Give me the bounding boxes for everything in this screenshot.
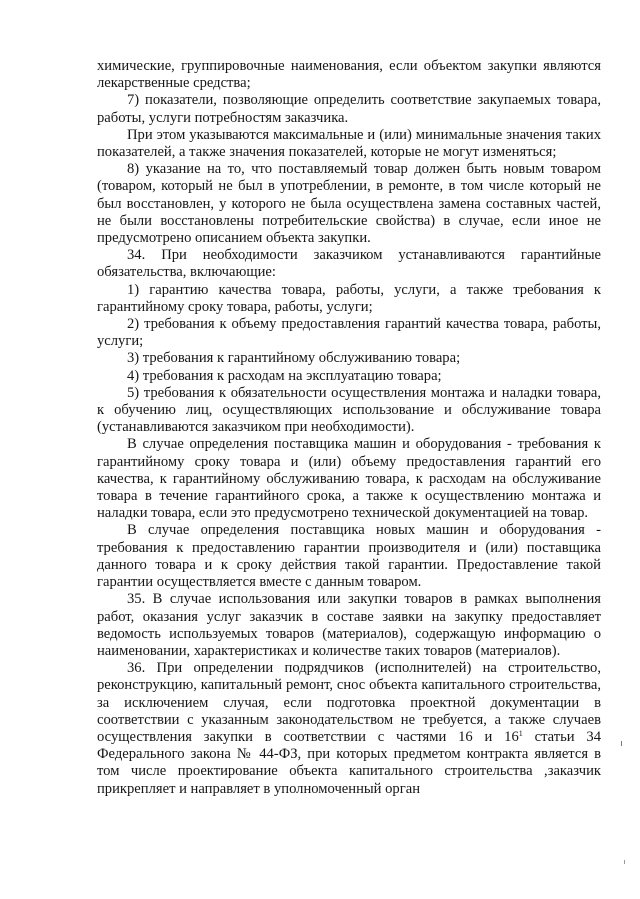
document-text (97, 58, 601, 798)
paragraph-34-item-2: 2) требования к объему предоставления гарантий качества товара, работы, услуги; (97, 316, 601, 350)
paragraph-34-item-3: 3) требования к гарантийному обслуживанию товара; (127, 350, 461, 367)
paragraph-item-7: 7) показатели, позволяющие определить соответствие закупаемых товара, работы, услуги потребностям заказчика. (97, 92, 601, 126)
paragraph-35: 35. В случае использования или закупки товаров в рамках выполнения работ, оказания услуг заказчик в составе заявки на закупку предоставляет ведомость используемых товаров (материалов), содержащую информацию о наименовании, характеристиках и количестве таких товаров (материалов). (97, 591, 601, 659)
paragraph-36-text-end: статьи 34 Федерального закона № 44-ФЗ, при которых предметом контракта является в том числе проектирование объекта капитального строительства ,заказчик прикрепляет и направляет в уполномоченный орган (97, 728, 601, 797)
paragraph-34: 34. При необходимости заказчиком устанавливаются гарантийные обязательства, включающие: (97, 247, 601, 281)
paragraph-34-item-1: 1) гарантию качества товара, работы, услуги, а также требования к гарантийному сроку товара, работы, услуги; (97, 281, 601, 315)
paragraph-item-8: 8) указание на то, что поставляемый товар должен быть новым товаром (товаром, который не был в употреблении, в ремонте, в том числе который не был восстановлен, у которого не была осуществлена замена составных частей, не были восстановлены потребительские свойства) в случае, если иное не предусмотрено описанием объекта закупки. (97, 161, 601, 247)
paragraph-machines-equipment: В случае определения поставщика машин и оборудования - требования к гарантийному сроку товара и (или) объему предоставления гарантий его качества, к гарантийному обслуживанию товара, к расходам на обслуживание товара в течение гарантийного срока, а также к осуществлению монтажа и наладки товара, если это предусмотрено технической документацией на товар. (97, 436, 601, 522)
paragraph-min-max-values: При этом указываются максимальные и (или) минимальные значения таких показателей, а также значения показателей, которые не могут изменяться; (97, 126, 601, 161)
paragraph-continuation: химические, группировочные наименования, если объектом закупки являются лекарственные средства; (97, 58, 601, 92)
paragraph-34-item-4: 4) требования к расходам на эксплуатацию товара; (127, 367, 442, 384)
paragraph-36 (97, 660, 601, 798)
paragraph-34-item-5: 5) требования к обязательности осуществления монтажа и наладки товара, к обучению лиц, осуществляющих использование и обслуживание товара (устанавливаются заказчиком при необходимости). (97, 384, 601, 436)
paragraph-new-machines: В случае определения поставщика новых машин и оборудования - требования к предоставлению гарантии производителя и (или) поставщика данного товара и к сроку действия такой гарантии. Предоставление такой гарантии осуществляется вместе с данным товаром. (97, 522, 601, 591)
paragraph-36-superscript: 1 (518, 728, 523, 738)
scan-artifact (624, 860, 625, 864)
scan-artifact (621, 741, 622, 746)
paragraph-36-text-start: 36. При определении подрядчиков (исполнителей) на строительство, реконструкцию, капитальный ремонт, снос объекта капитального строительства, за исключением случая, если подготовка проектной документации в соответствии с указанным законодательством не требуется, а также случаев осуществления закупки в соответствии с частями 16 и 16 (97, 660, 601, 745)
